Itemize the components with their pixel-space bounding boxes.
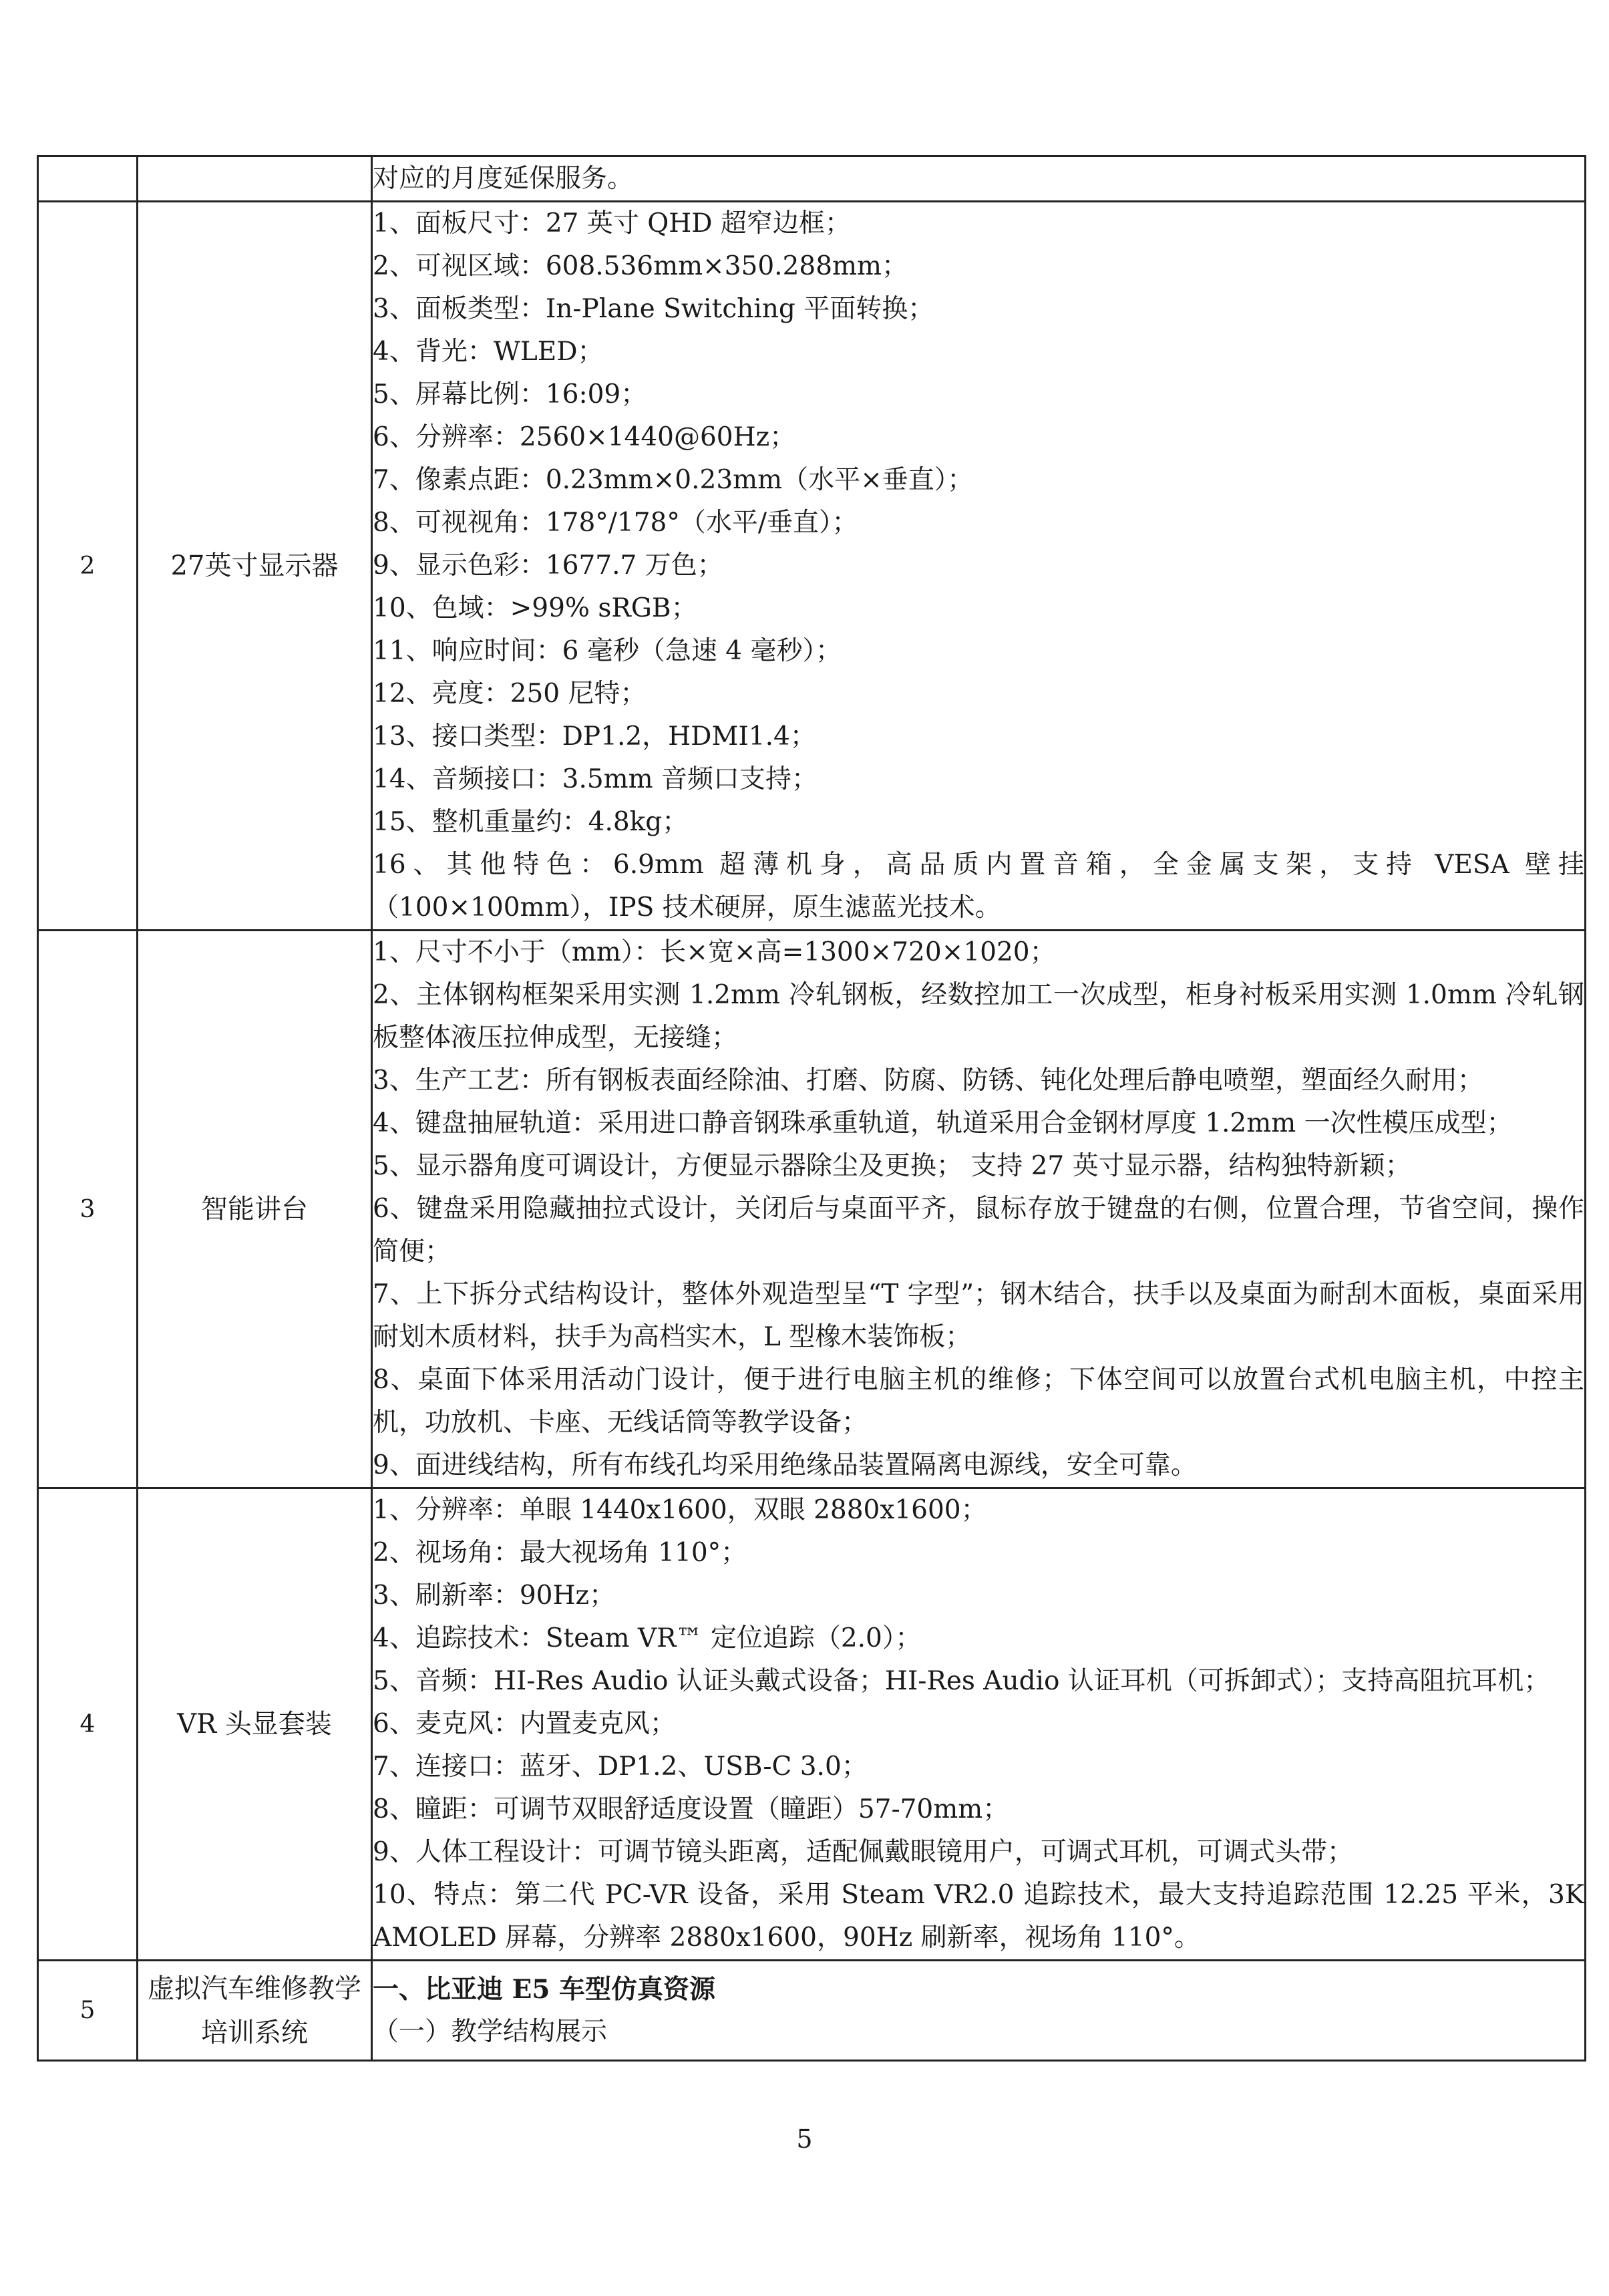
spec-line: 3、刷新率：90Hz； [373, 1581, 615, 1611]
item-specs [372, 202, 1586, 931]
spec-line: 11、响应时间：6 毫秒（急速 4 毫秒）； [373, 636, 842, 666]
item-number: 2 [38, 202, 138, 931]
spec-line: 2、主体钢构框架采用实测 1.2mm 冷轧钢板，经数控加工一次成型，柜身衬板采用实测 1.0mm 冷轧钢板整体液压拉伸成型，无接缝； [373, 980, 1584, 1053]
spec-table [37, 155, 1586, 2062]
page-number: 5 [796, 2124, 813, 2154]
item-number [38, 156, 138, 202]
item-specs [372, 1488, 1586, 1961]
table-row [38, 202, 1586, 931]
spec-line: 2、可视区域：608.536mm×350.288mm； [373, 251, 908, 281]
spec-line: 6、麦克风：内置麦克风； [373, 1709, 676, 1739]
spec-line: 4、背光：WLED； [373, 337, 604, 367]
spec-table-body [38, 156, 1586, 2061]
item-number: 4 [38, 1488, 138, 1961]
spec-line: 8、桌面下体采用活动门设计，便于进行电脑主机的维修；下体空间可以放置台式机电脑主机，中控主机，功放机、卡座、无线话筒等教学设备； [373, 1365, 1584, 1438]
spec-line: 8、可视视角：178°/178°（水平/垂直）； [373, 508, 858, 538]
spec-line: 3、面板类型：In-Plane Switching 平面转换； [373, 294, 934, 324]
table-row [38, 931, 1586, 1488]
spec-line: 5、显示器角度可调设计，方便显示器除尘及更换； 支持 27 英寸显示器，结构独特新颖； [373, 1151, 1411, 1181]
spec-line: 7、上下拆分式结构设计，整体外观造型呈“T 字型”；钢木结合，扶手以及桌面为耐刮木面板，桌面采用耐划木质材料，扶手为高档实木，L 型橡木装饰板； [373, 1279, 1584, 1352]
spec-line: 13、接口类型：DP1.2，HDMI1.4； [373, 721, 816, 752]
spec-line: 2、视场角：最大视场角 110°； [373, 1538, 747, 1568]
spec-line: 9、面进线结构，所有布线孔均采用绝缘品装置隔离电源线，安全可靠。 [373, 1450, 1197, 1480]
spec-line: 10、色域：>99% sRGB； [373, 593, 697, 623]
spec-line: 6、分辨率：2560×1440@60Hz； [373, 422, 796, 452]
spec-line: 1、尺寸不小于（mm）：长×宽×高=1300×720×1020； [373, 937, 1056, 967]
spec-line: 9、人体工程设计：可调节镜头距离，适配佩戴眼镜用户，可调式耳机，可调式头带； [373, 1837, 1353, 1867]
table-row [38, 1961, 1586, 2061]
spec-line: 7、像素点距：0.23mm×0.23mm（水平×垂直）； [373, 465, 974, 495]
spec-line: 1、面板尺寸：27 英寸 QHD 超窄边框； [373, 208, 851, 238]
spec-line: 12、亮度：250 尼特； [373, 679, 647, 709]
item-name [138, 156, 372, 202]
spec-line: 5、屏幕比例：16:09； [373, 379, 647, 409]
spec-line: 9、显示色彩：1677.7 万色； [373, 550, 723, 581]
spec-line: 16、其他特色：6.9mm 超薄机身，高品质内置音箱，全金属支架，支持 VESA 壁挂（100×100mm），IPS 技术硬屏，原生滤蓝光技术。 [373, 850, 1584, 923]
spec-line: 7、连接口：蓝牙、DP1.2、USB-C 3.0； [373, 1752, 868, 1782]
item-name: VR 头显套装 [138, 1488, 372, 1961]
item-specs [372, 156, 1586, 202]
spec-line: 6、键盘采用隐藏抽拉式设计，关闭后与桌面平齐，鼠标存放于键盘的右侧，位置合理，节省空间，操作简便； [373, 1194, 1584, 1267]
spec-line: 10、特点：第二代 PC-VR 设备，采用 Steam VR2.0 追踪技术，最大支持追踪范围 12.25 平米，3K AMOLED 屏幕，分辨率 2880x1600，90Hz 刷新率，视场角 110°。 [373, 1880, 1584, 1953]
spec-line: （一）教学结构展示 [373, 2016, 608, 2047]
spec-line: 5、音频：HI-Res Audio 认证头戴式设备；HI-Res Audio 认证耳机（可拆卸式）；支持高阻抗耳机； [373, 1666, 1550, 1696]
spec-line: 3、生产工艺：所有钢板表面经除油、打磨、防腐、防锈、钝化处理后静电喷塑，塑面经久耐用； [373, 1065, 1483, 1096]
spec-line: 4、键盘抽屉轨道：采用进口静音钢珠承重轨道，轨道采用合金钢材厚度 1.2mm 一次性模压成型； [373, 1108, 1513, 1138]
table-row [38, 156, 1586, 202]
table-row [38, 1488, 1586, 1961]
spec-line: 14、音频接口：3.5mm 音频口支持； [373, 764, 818, 794]
item-name: 虚拟汽车维修教学培训系统 [138, 1961, 372, 2061]
spec-line: 4、追踪技术：Steam VR™ 定位追踪（2.0）； [373, 1623, 922, 1653]
spec-line: 对应的月度延保服务。 [373, 163, 634, 194]
item-specs [372, 1961, 1586, 2061]
item-number: 3 [38, 931, 138, 1488]
item-name: 智能讲台 [138, 931, 372, 1488]
spec-line: 8、瞳距：可调节双眼舒适度设置（瞳距）57-70mm； [373, 1794, 1009, 1824]
item-specs [372, 931, 1586, 1488]
spec-line: 一、比亚迪 E5 车型仿真资源 [373, 1973, 716, 2005]
item-name: 27英寸显示器 [138, 202, 372, 931]
spec-line: 15、整机重量约：4.8kg； [373, 807, 689, 837]
item-number: 5 [38, 1961, 138, 2061]
spec-line: 1、分辨率：单眼 1440x1600，双眼 2880x1600； [373, 1495, 987, 1525]
